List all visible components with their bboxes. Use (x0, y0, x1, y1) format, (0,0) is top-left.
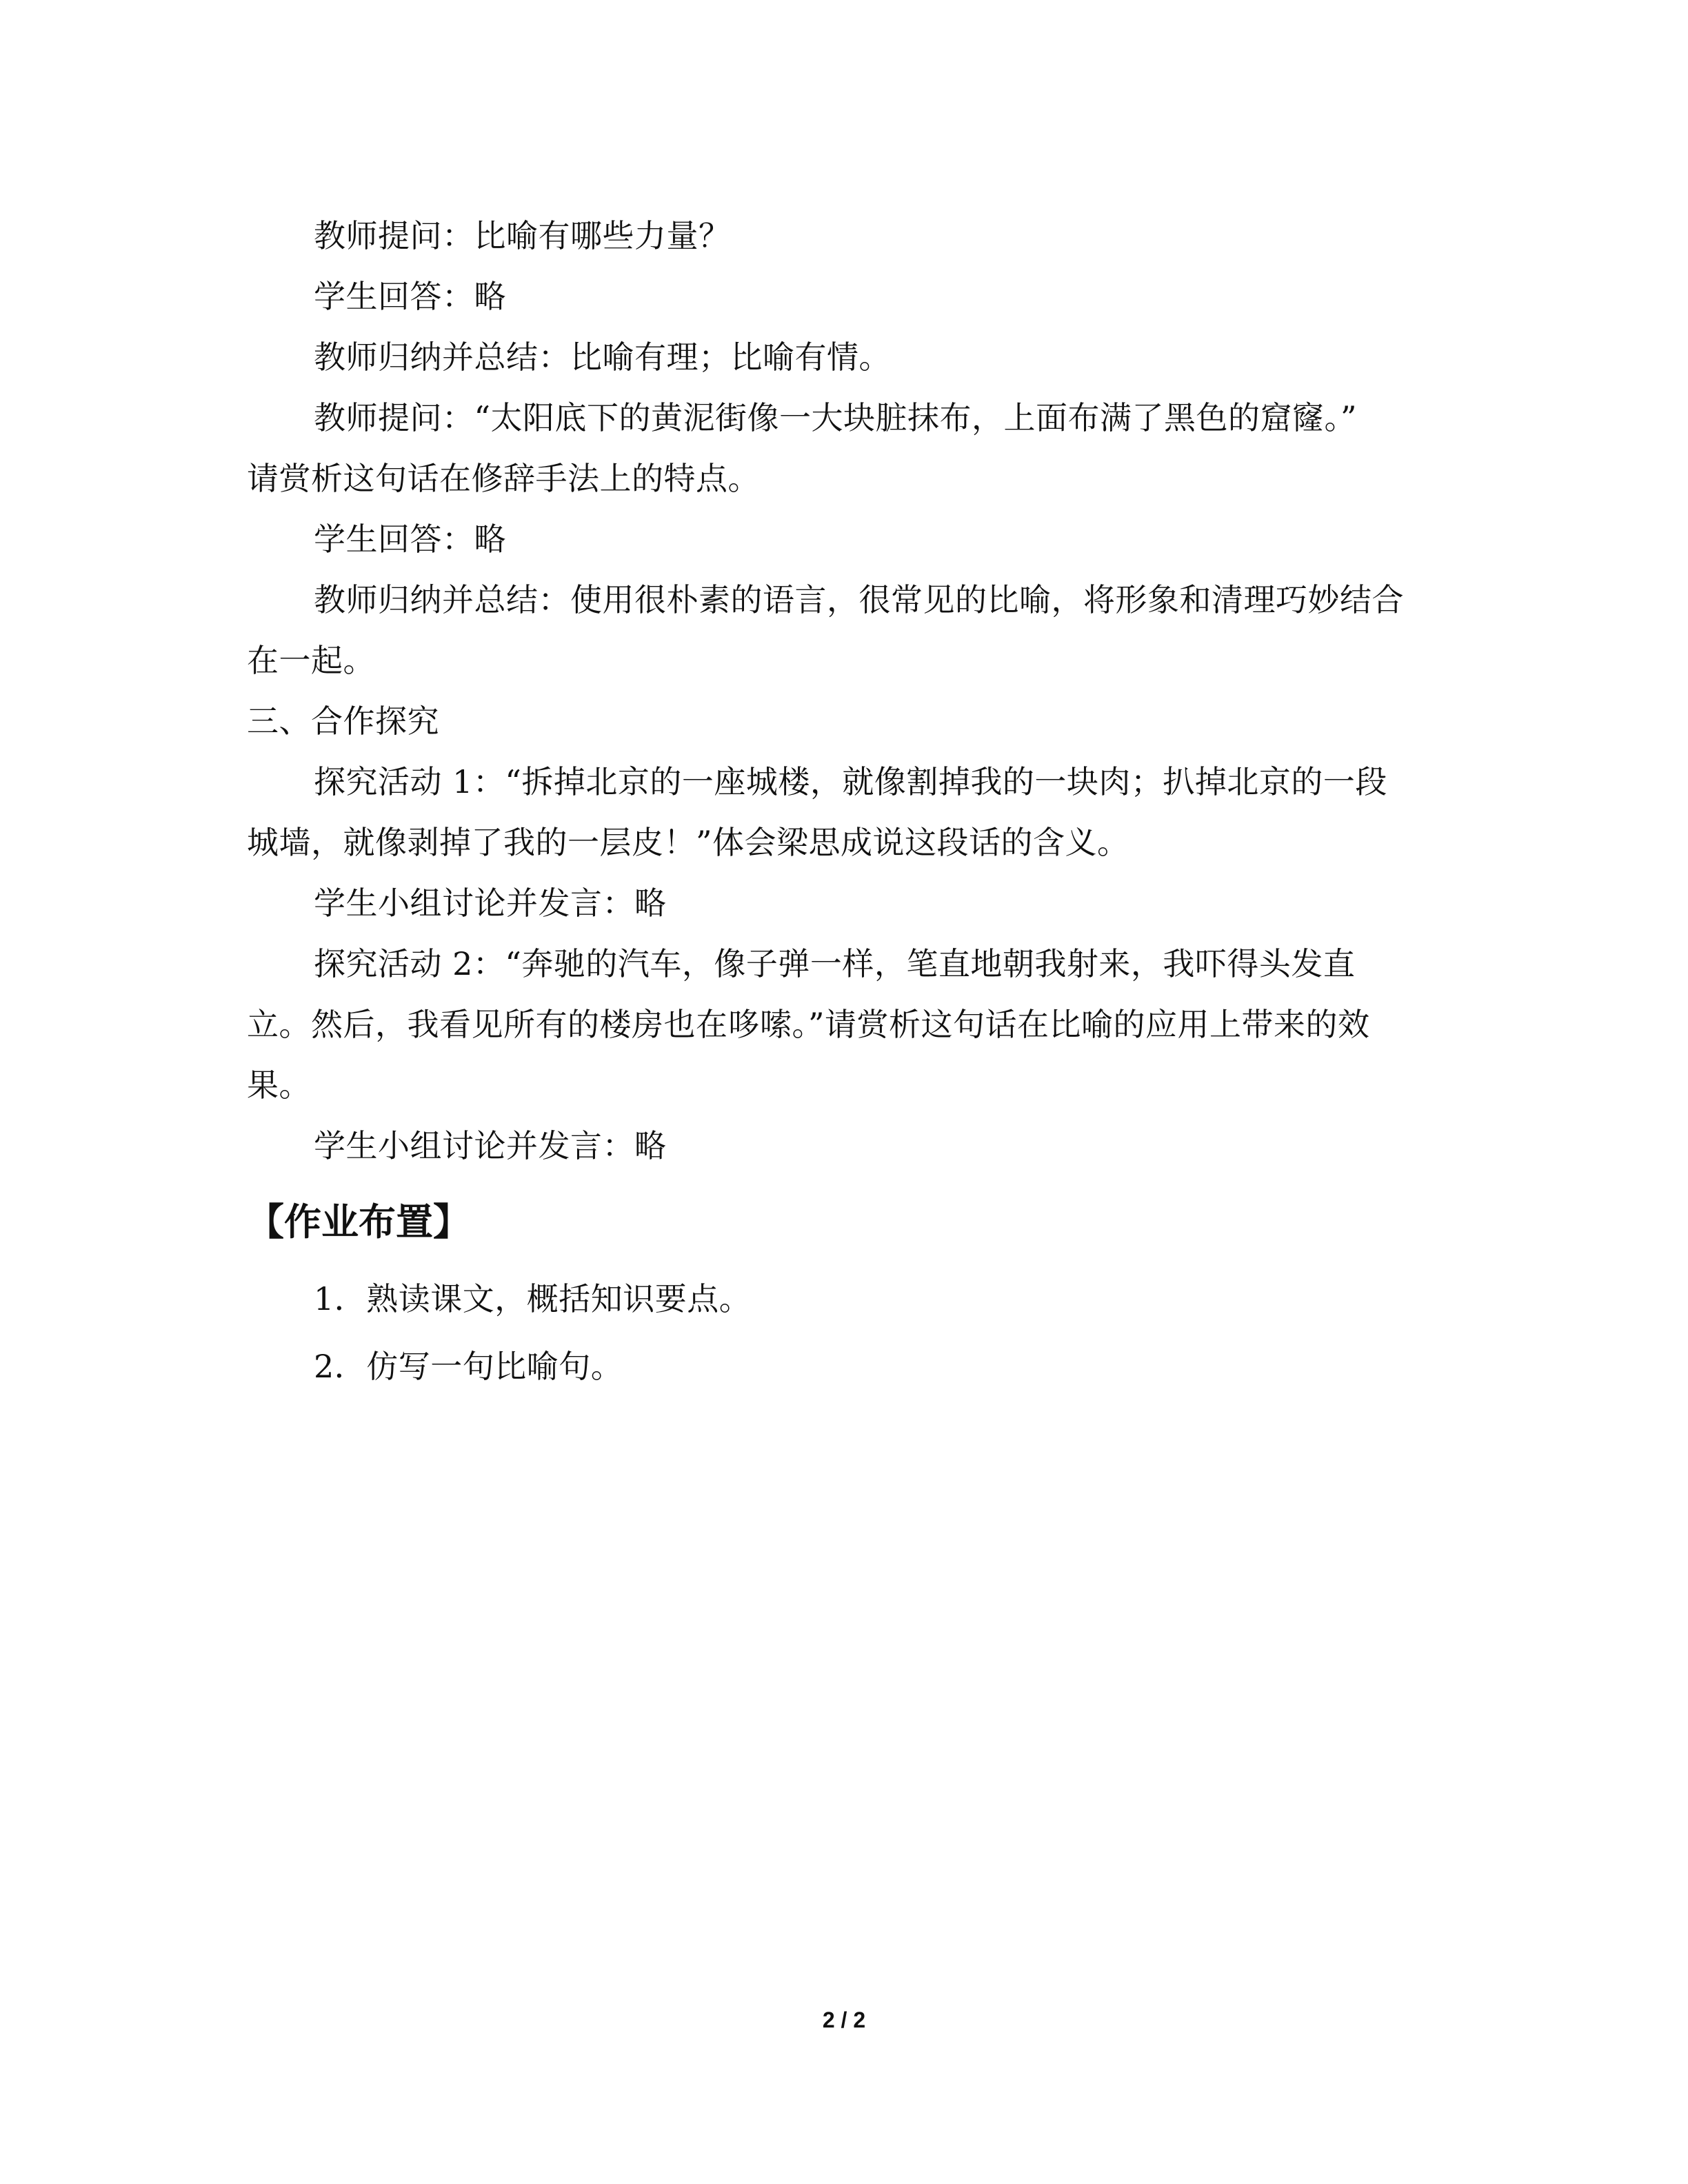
paragraph-teacher-summary-1: 教师归纳并总结：比喻有理；比喻有情。 (314, 338, 891, 376)
page-number: 2 / 2 (822, 2008, 866, 2032)
homework-heading: 【作业布置】 (247, 1200, 470, 1244)
paragraph-inquiry-activity-2: 探究活动 2：“奔驰的汽车，像子弹一样，笔直地朝我射来，我吓得头发直 (314, 945, 1356, 982)
homework-item-2: 2．仿写一句比喻句。 (314, 1348, 623, 1385)
paragraph-teacher-summary-2: 教师归纳并总结：使用很朴素的语言，很常见的比喻，将形象和清理巧妙结合 (314, 581, 1404, 618)
paragraph-teacher-question-2: 教师提问：“太阳底下的黄泥街像一大块脏抹布，上面布满了黑色的窟窿。” (314, 399, 1358, 436)
paragraph-group-discussion-2: 学生小组讨论并发言：略 (314, 1127, 667, 1164)
section-heading-cooperative-inquiry: 三、合作探究 (247, 702, 439, 740)
paragraph-inquiry-activity-2-cont: 立。然后，我看见所有的楼房也在哆嗦。”请赏析这句话在比喻的应用上带来的效 (247, 1006, 1370, 1043)
paragraph-inquiry-activity-1-cont: 城墙，就像剥掉了我的一层皮！”体会梁思成说这段话的含义。 (247, 824, 1129, 861)
paragraph-teacher-question-1: 教师提问：比喻有哪些力量？ (314, 217, 731, 254)
homework-item-1: 1．熟读课文，概括知识要点。 (314, 1280, 752, 1317)
paragraph-teacher-summary-2-cont: 在一起。 (247, 642, 375, 679)
paragraph-student-answer-2: 学生回答：略 (314, 520, 506, 558)
paragraph-inquiry-activity-1: 探究活动 1：“拆掉北京的一座城楼，就像割掉我的一块肉；扒掉北京的一段 (314, 763, 1387, 800)
paragraph-group-discussion-1: 学生小组讨论并发言：略 (314, 884, 667, 922)
paragraph-inquiry-activity-2-end: 果。 (247, 1066, 311, 1104)
paragraph-teacher-question-2-cont: 请赏析这句话在修辞手法上的特点。 (247, 460, 760, 497)
paragraph-student-answer-1: 学生回答：略 (314, 278, 506, 315)
